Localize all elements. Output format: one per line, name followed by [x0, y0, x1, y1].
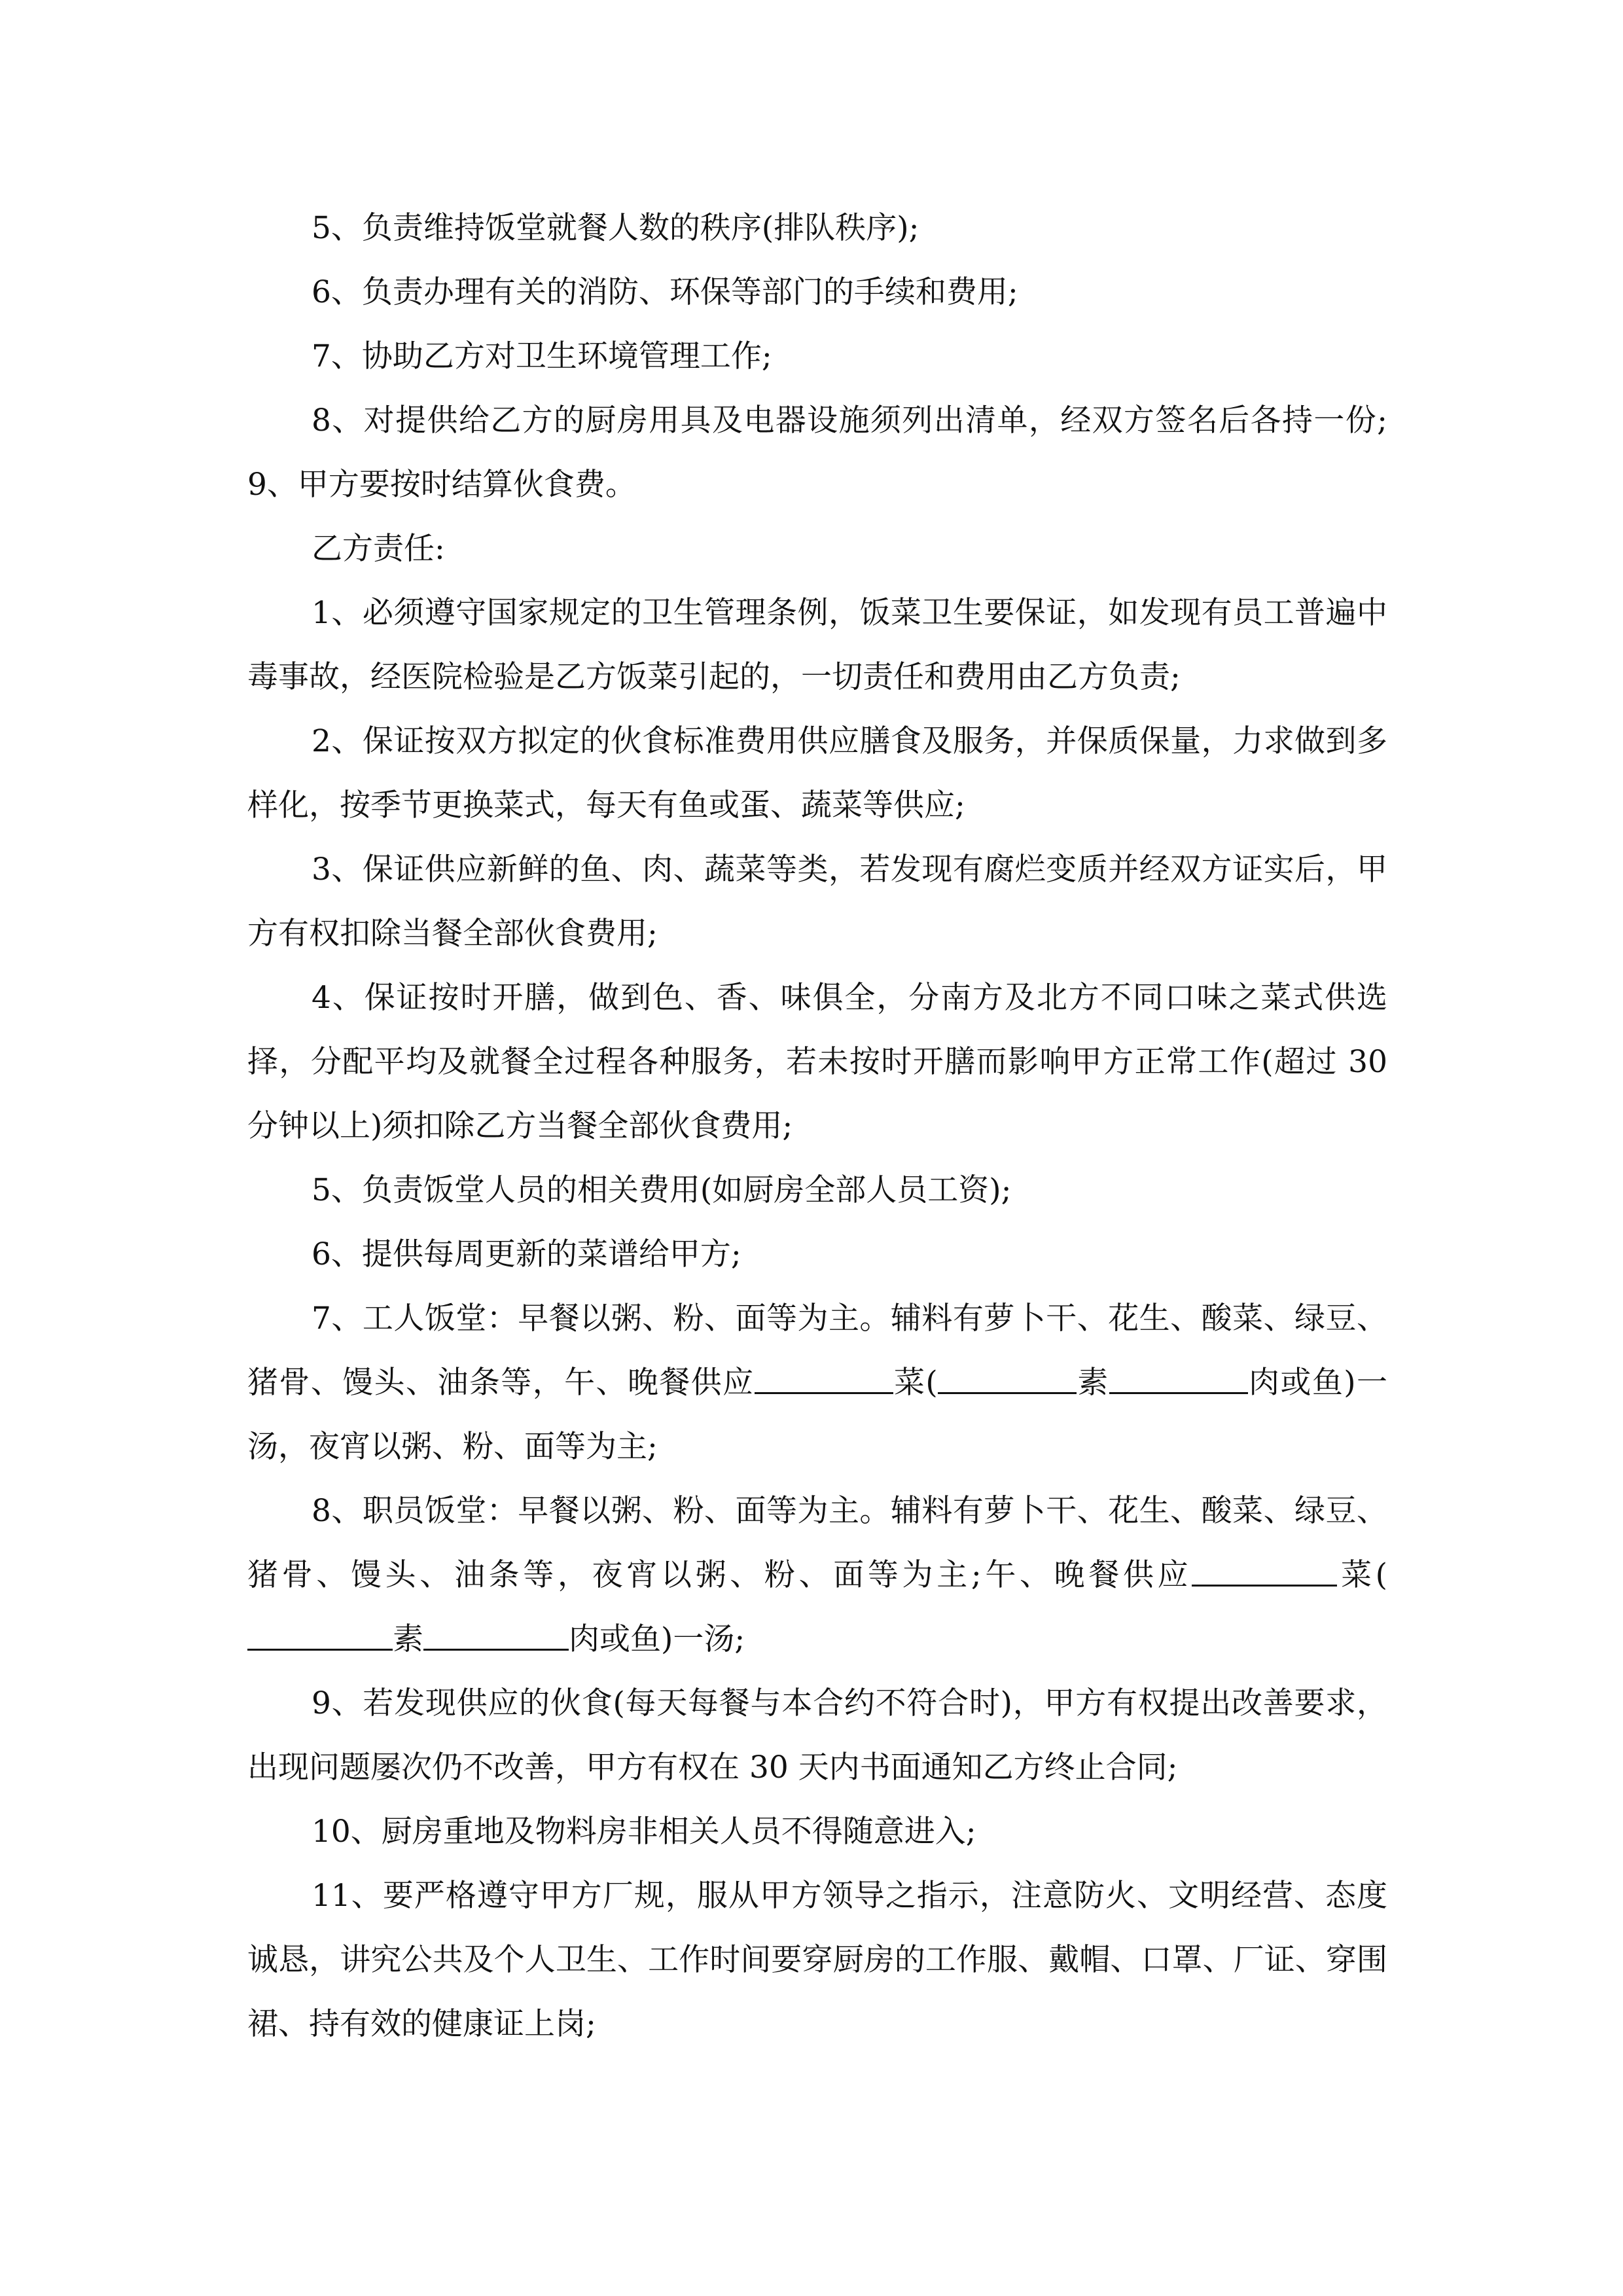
item7-text-4: 肉或鱼)一汤，夜宵以粥、粉、面等为主; — [247, 1365, 1388, 1465]
paragraph-item-7 — [247, 1287, 1387, 1479]
fill-in-blank[interactable] — [247, 1620, 393, 1651]
paragraph: 1、必须遵守国家规定的卫生管理条例，饭菜卫生要保证，如发现有员工普遍中毒事故，经医院检验是乙方饭菜引起的，一切责任和费用由乙方负责; — [247, 595, 1387, 695]
item8-text-4: 肉或鱼)一汤; — [569, 1621, 745, 1657]
item7-text-3: 素 — [1076, 1365, 1109, 1401]
paragraph: 3、保证供应新鲜的鱼、肉、蔬菜等类，若发现有腐烂变质并经双方证实后，甲方有权扣除当餐全部伙食费用; — [247, 852, 1387, 952]
paragraph: 2、保证按双方拟定的伙食标准费用供应膳食及服务，并保质保量，力求做到多样化，按季节更换菜式，每天有鱼或蛋、蔬菜等供应; — [247, 723, 1387, 823]
paragraph: 11、要严格遵守甲方厂规，服从甲方领导之指示，注意防火、文明经营、态度诚恳，讲究公共及个人卫生、工作时间要穿厨房的工作服、戴帽、口罩、厂证、穿围裙、持有效的健康证上岗; — [247, 1878, 1387, 2042]
paragraph: 6、提供每周更新的菜谱给甲方; — [312, 1236, 741, 1272]
paragraph: 5、负责饭堂人员的相关费用(如厨房全部人员工资); — [312, 1172, 1012, 1208]
section-heading: 乙方责任: — [312, 531, 445, 567]
paragraph: 9、若发现供应的伙食(每天每餐与本合约不符合时)，甲方有权提出改善要求，出现问题屡次仍不改善，甲方有权在 30 天内书面通知乙方终止合同; — [247, 1685, 1387, 1785]
paragraph: 6、负责办理有关的消防、环保等部门的手续和费用; — [312, 274, 1018, 310]
item8-text-2: 菜( — [1337, 1557, 1387, 1593]
paragraph: 10、厨房重地及物料房非相关人员不得随意进入; — [312, 1814, 976, 1850]
paragraph: 5、负责维持饭堂就餐人数的秩序(排队秩序); — [312, 210, 919, 246]
document-body — [247, 196, 1397, 2056]
fill-in-blank[interactable] — [1192, 1556, 1337, 1587]
paragraph-item-8 — [247, 1479, 1387, 1672]
fill-in-blank[interactable] — [938, 1363, 1077, 1394]
paragraph: 4、保证按时开膳，做到色、香、味俱全，分南方及北方不同口味之菜式供选择，分配平均及就餐全过程各种服务，若未按时开膳而影响甲方正常工作(超过 30 分钟以上)须扣除乙方当餐全部伙食费用; — [247, 980, 1397, 1144]
item8-text-1: 8、职员饭堂：早餐以粥、粉、面等为主。辅料有萝卜干、花生、酸菜、绿豆、猪骨、馒头、油条等，夜宵以粥、粉、面等为主;午、晚餐供应 — [247, 1493, 1387, 1593]
fill-in-blank[interactable] — [423, 1620, 569, 1651]
item7-text-1: 7、工人饭堂：早餐以粥、粉、面等为主。辅料有萝卜干、花生、酸菜、绿豆、猪骨、馒头、油条等，午、晚餐供应 — [247, 1300, 1387, 1401]
fill-in-blank[interactable] — [1109, 1363, 1248, 1394]
fill-in-blank[interactable] — [755, 1363, 893, 1394]
paragraph: 7、协助乙方对卫生环境管理工作; — [312, 338, 772, 374]
item8-text-3: 素 — [393, 1621, 423, 1657]
item7-text-2: 菜( — [893, 1365, 938, 1401]
paragraph: 8、对提供给乙方的厨房用具及电器设施须列出清单，经双方签名后各持一份;9、甲方要按时结算伙食费。 — [247, 403, 1387, 503]
